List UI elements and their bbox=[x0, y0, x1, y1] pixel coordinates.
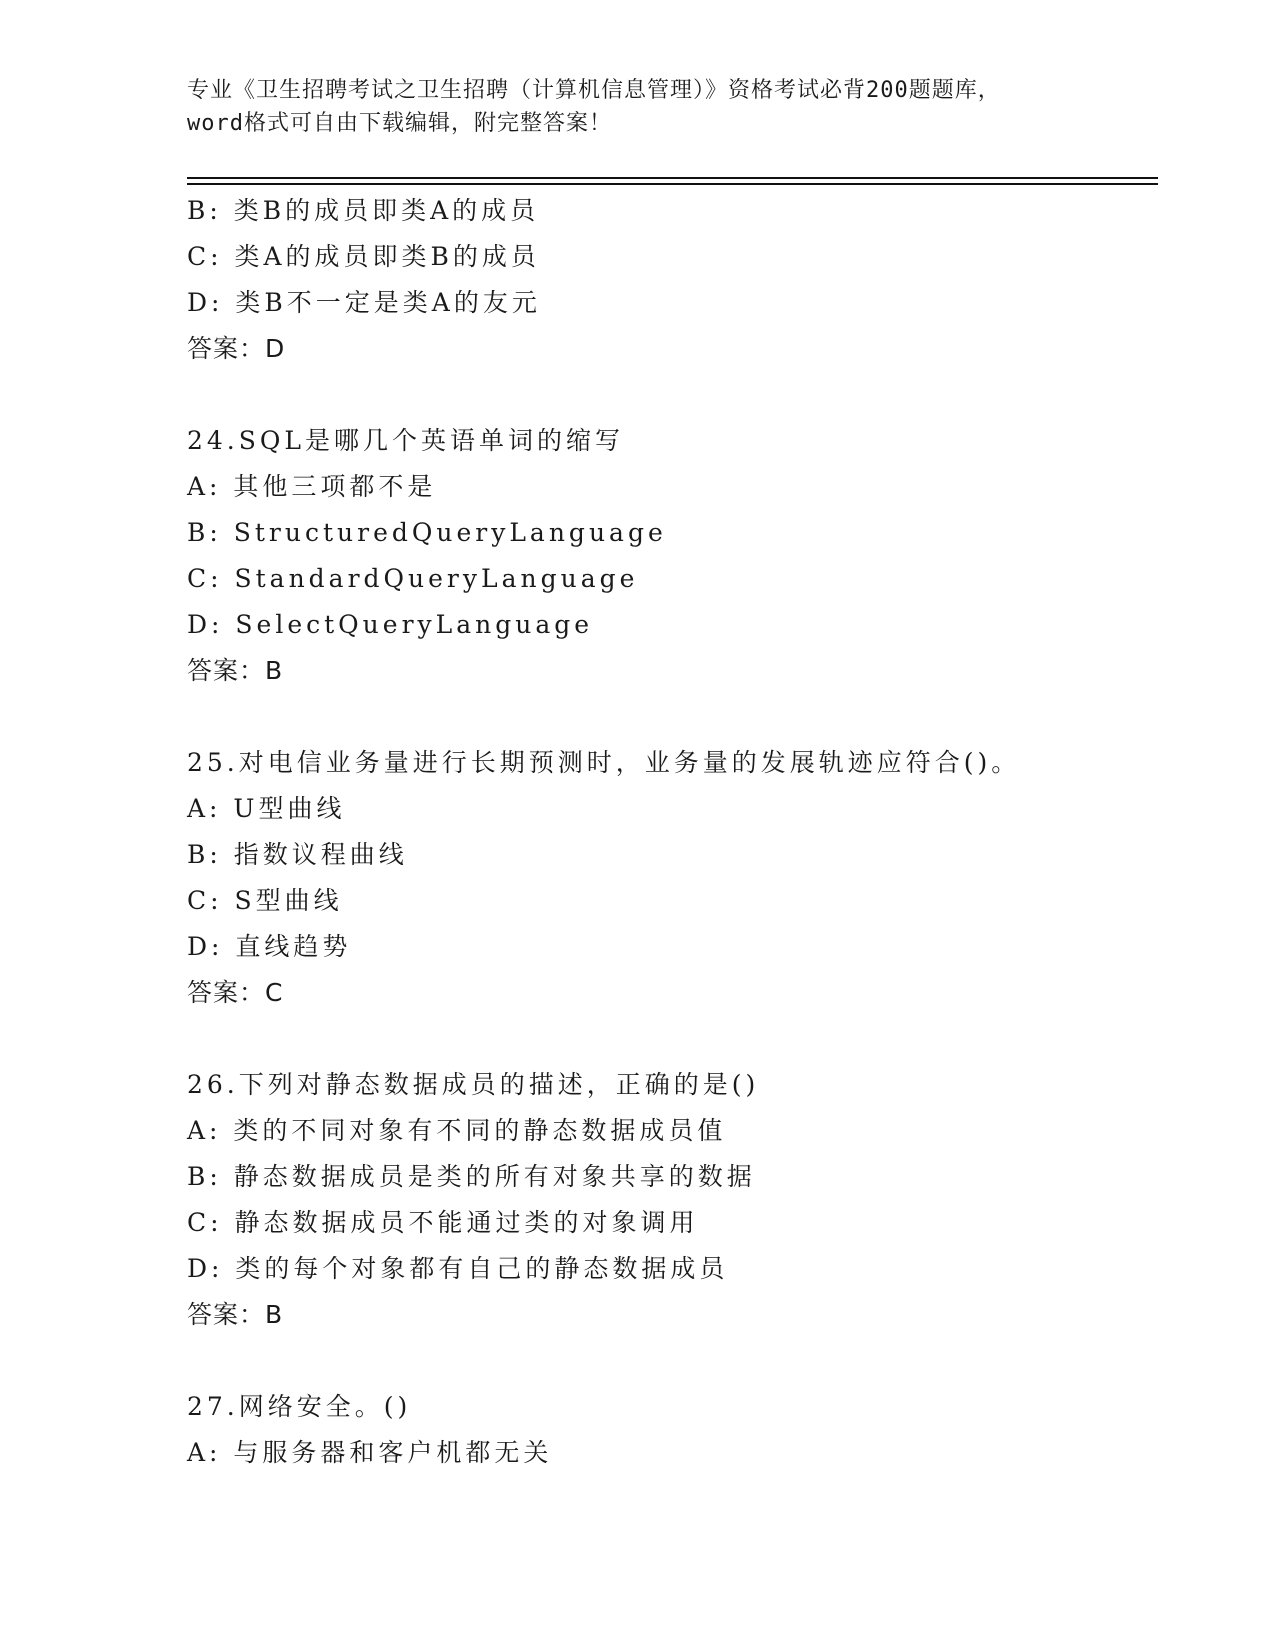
spacer bbox=[187, 694, 1187, 740]
option-d: D: 直线趋势 bbox=[187, 932, 352, 961]
option-c: C: S型曲线 bbox=[187, 886, 343, 915]
answer-line: 答案：C bbox=[187, 978, 284, 1007]
header-divider-bottom bbox=[187, 183, 1158, 185]
document-header bbox=[187, 74, 1167, 140]
option-c: C: 类A的成员即类B的成员 bbox=[187, 242, 540, 271]
option-d: D: 类的每个对象都有自己的静态数据成员 bbox=[187, 1254, 729, 1283]
question-stem: 27.网络安全。() bbox=[187, 1392, 412, 1421]
header-divider-top bbox=[187, 177, 1158, 179]
option-b: B: StructuredQueryLanguage bbox=[187, 518, 667, 547]
option-d: D: SelectQueryLanguage bbox=[187, 610, 594, 639]
option-c: C: StandardQueryLanguage bbox=[187, 564, 639, 593]
option-a: A: 与服务器和客户机都无关 bbox=[187, 1438, 553, 1467]
answer-line: 答案：B bbox=[187, 1300, 284, 1329]
question-25 bbox=[187, 740, 1187, 1016]
option-c: C: 静态数据成员不能通过类的对象调用 bbox=[187, 1208, 699, 1237]
option-a: A: U型曲线 bbox=[187, 794, 346, 823]
question-27 bbox=[187, 1384, 1187, 1476]
option-b: B: 指数议程曲线 bbox=[187, 840, 408, 869]
question-list bbox=[187, 188, 1187, 1476]
question-26 bbox=[187, 1062, 1187, 1338]
spacer bbox=[187, 1016, 1187, 1062]
question-24 bbox=[187, 418, 1187, 694]
spacer bbox=[187, 1338, 1187, 1384]
answer-line: 答案：D bbox=[187, 334, 286, 363]
option-a: A: 其他三项都不是 bbox=[187, 472, 437, 501]
option-b: B: 类B的成员即类A的成员 bbox=[187, 196, 540, 225]
option-b: B: 静态数据成员是类的所有对象共享的数据 bbox=[187, 1162, 756, 1191]
header-line-1: 专业《卫生招聘考试之卫生招聘（计算机信息管理）》资格考试必背200题题库， bbox=[187, 78, 1001, 103]
question-stem: 24.SQL是哪几个英语单词的缩写 bbox=[187, 426, 624, 455]
question-23-continued bbox=[187, 188, 1187, 372]
answer-line: 答案：B bbox=[187, 656, 284, 685]
spacer bbox=[187, 372, 1187, 418]
option-d: D: 类B不一定是类A的友元 bbox=[187, 288, 541, 317]
header-line-2: word格式可自由下载编辑，附完整答案！ bbox=[187, 111, 612, 136]
option-a: A: 类的不同对象有不同的静态数据成员值 bbox=[187, 1116, 727, 1145]
question-stem: 26.下列对静态数据成员的描述，正确的是() bbox=[187, 1070, 760, 1099]
question-stem: 25.对电信业务量进行长期预测时，业务量的发展轨迹应符合()。 bbox=[187, 748, 1021, 777]
